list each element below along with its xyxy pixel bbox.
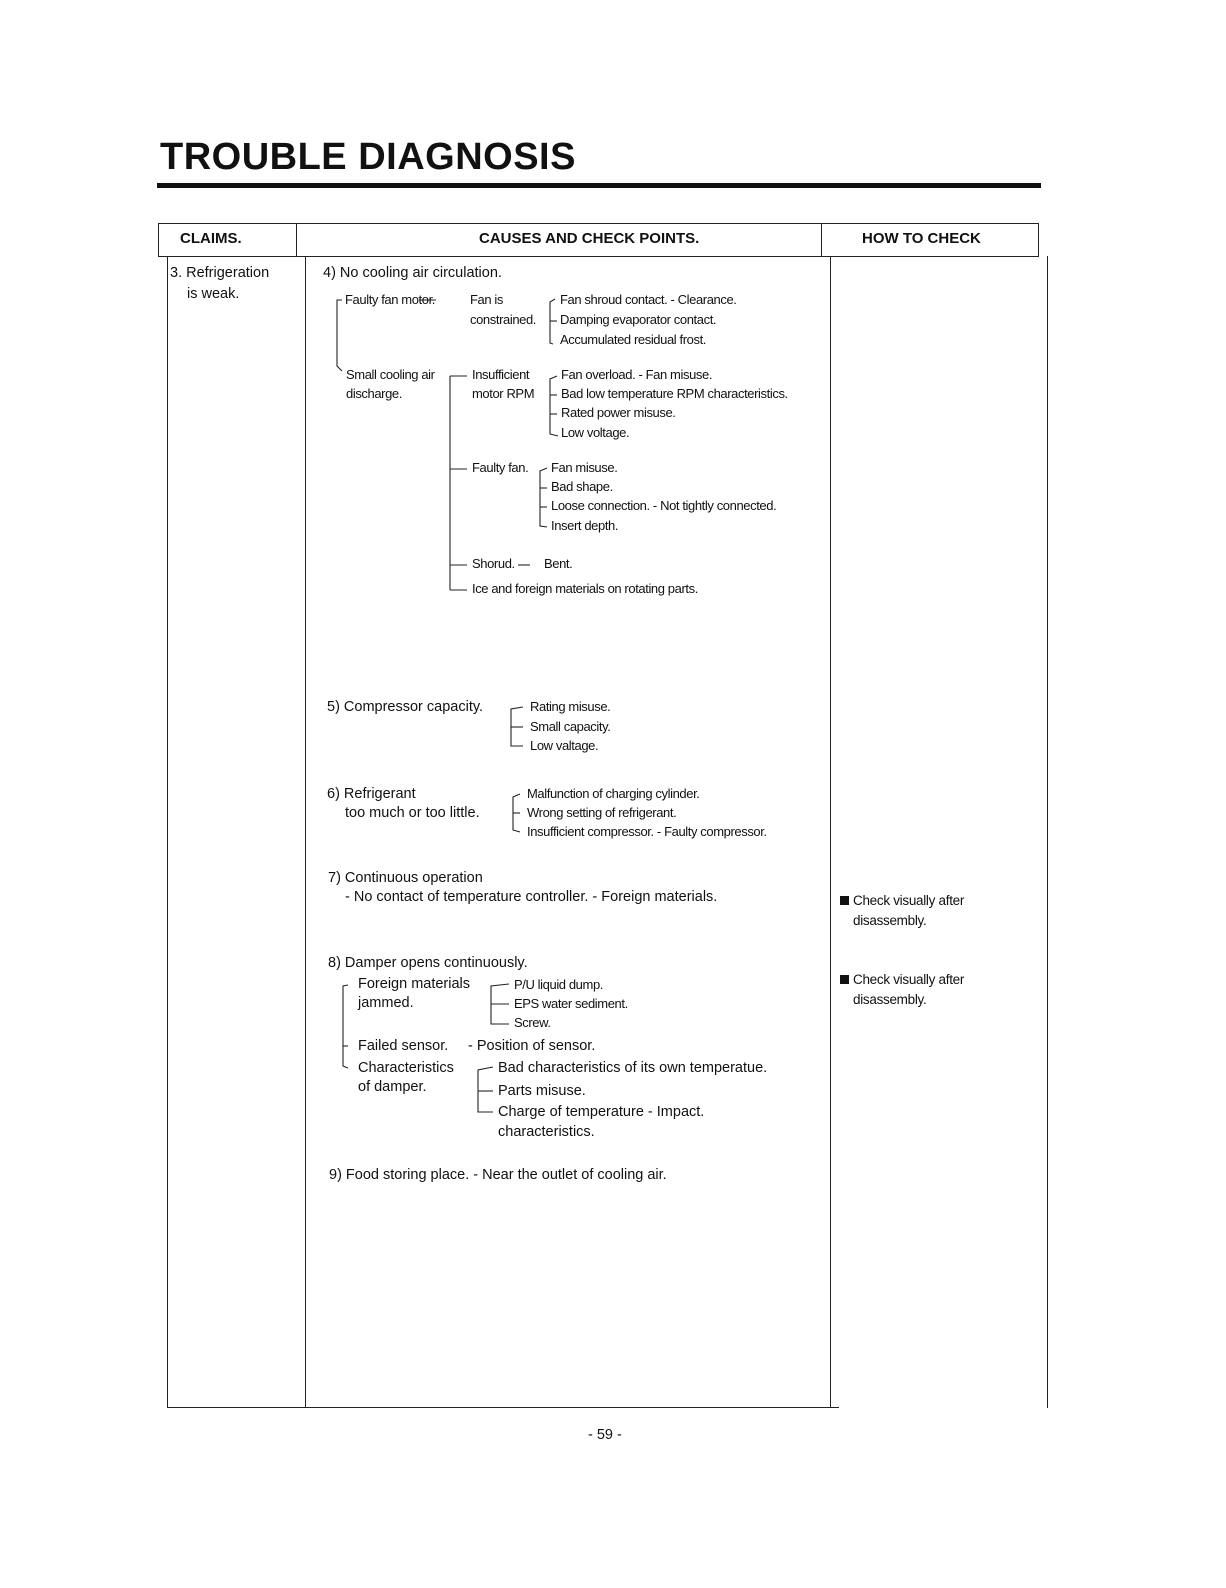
how-check-2 — [840, 972, 964, 987]
cause-8-charge-1: Charge of temperature - Impact. — [498, 1104, 705, 1120]
cause-4-insufficient: Insufficient — [472, 367, 530, 382]
how-check-1-line-1: Check visually after — [853, 893, 965, 908]
cause-8-title: 8) Damper opens continuously. — [328, 955, 528, 971]
cause-4-fan-shroud: Fan shroud contact. - Clearance. — [560, 292, 737, 307]
cause-6-malfunction: Malfunction of charging cylinder. — [527, 786, 700, 801]
cause-8-char-1: Characteristics — [358, 1060, 454, 1076]
cause-9-title: 9) Food storing place. - Near the outlet of cooling air. — [329, 1167, 667, 1183]
cause-5-small: Small capacity. — [530, 719, 611, 734]
cause-4-small-air-1: Small cooling air — [346, 367, 435, 382]
square-bullet-icon — [840, 896, 849, 905]
cause-6-title-1: 6) Refrigerant — [327, 786, 416, 802]
cause-6-title-2: too much or too little. — [345, 805, 480, 821]
claim-line-1: 3. Refrigeration — [170, 265, 270, 281]
cause-4-fan-overload: Fan overload. - Fan misuse. — [561, 367, 713, 382]
cause-5-title: 5) Compressor capacity. — [327, 699, 484, 715]
cause-8-pu: P/U liquid dump. — [514, 977, 603, 992]
cause-4-title: 4) No cooling air circulation. — [323, 265, 502, 281]
cause-6-wrong: Wrong setting of refrigerant. — [527, 805, 677, 820]
cause-8-foreign-2: jammed. — [358, 995, 414, 1011]
cause-8-charge-2: characteristics. — [498, 1124, 595, 1140]
cause-4-motor-rpm: motor RPM — [472, 386, 535, 401]
cause-4-bad-shape: Bad shape. — [551, 479, 613, 494]
cause-8-foreign-1: Foreign materials — [358, 976, 471, 992]
how-check-1 — [840, 893, 964, 908]
cause-4-fan-is: Fan is — [470, 292, 504, 307]
how-check-2-line-1: Check visually after — [853, 972, 965, 987]
header-causes: CAUSES AND CHECK POINTS. — [479, 230, 700, 247]
claim-line-2: is weak. — [187, 286, 240, 302]
page-title: TROUBLE DIAGNOSIS — [160, 136, 576, 178]
page-number: - 59 - — [588, 1427, 622, 1443]
cause-4-small-air-2: discharge. — [346, 386, 402, 401]
cause-4-low-voltage: Low voltage. — [561, 425, 630, 440]
cause-4-rated-power: Rated power misuse. — [561, 405, 676, 420]
cause-8-position: - Position of sensor. — [468, 1038, 596, 1054]
header-how-to-check: HOW TO CHECK — [862, 230, 981, 247]
how-check-1-line-2: disassembly. — [853, 913, 927, 928]
how-check-2-line-2: disassembly. — [853, 992, 927, 1007]
cause-5-low: Low valtage. — [530, 738, 599, 753]
cause-8-char-2: of damper. — [358, 1079, 427, 1095]
cause-4-shorud: Shorud. — [472, 556, 515, 571]
cause-4-bad-low-temp: Bad low temperature RPM characteristics. — [561, 386, 788, 401]
cause-4-bent: Bent. — [544, 556, 573, 571]
square-bullet-icon — [840, 975, 849, 984]
cause-8-bad-char: Bad characteristics of its own temperatue. — [498, 1060, 768, 1076]
cause-4-insert-depth: Insert depth. — [551, 518, 619, 533]
cause-8-eps: EPS water sediment. — [514, 996, 628, 1011]
cause-4-accumulated: Accumulated residual frost. — [560, 332, 706, 347]
cause-4-damping: Damping evaporator contact. — [560, 312, 717, 327]
cause-4-loose: Loose connection. - Not tightly connected. — [551, 498, 777, 513]
cause-8-screw: Screw. — [514, 1015, 551, 1030]
cause-4-faulty-fan: Faulty fan. — [472, 460, 529, 475]
cause-7-title: 7) Continuous operation — [328, 870, 483, 886]
cause-4-ice: Ice and foreign materials on rotating parts. — [472, 581, 698, 596]
header-claims: CLAIMS. — [180, 230, 242, 247]
cause-4-faulty-fan-motor: Faulty fan motor. — [345, 292, 436, 307]
cause-8-failed-sensor: Failed sensor. — [358, 1038, 449, 1054]
cause-4-constrained: constrained. — [470, 312, 537, 327]
cause-5-rating: Rating misuse. — [530, 699, 611, 714]
cause-4-fan-misuse: Fan misuse. — [551, 460, 618, 475]
cause-7-detail: - No contact of temperature controller. - Foreign materials. — [345, 889, 718, 905]
cause-8-parts: Parts misuse. — [498, 1083, 586, 1099]
cause-6-insufficient: Insufficient compressor. - Faulty compressor. — [527, 824, 767, 839]
